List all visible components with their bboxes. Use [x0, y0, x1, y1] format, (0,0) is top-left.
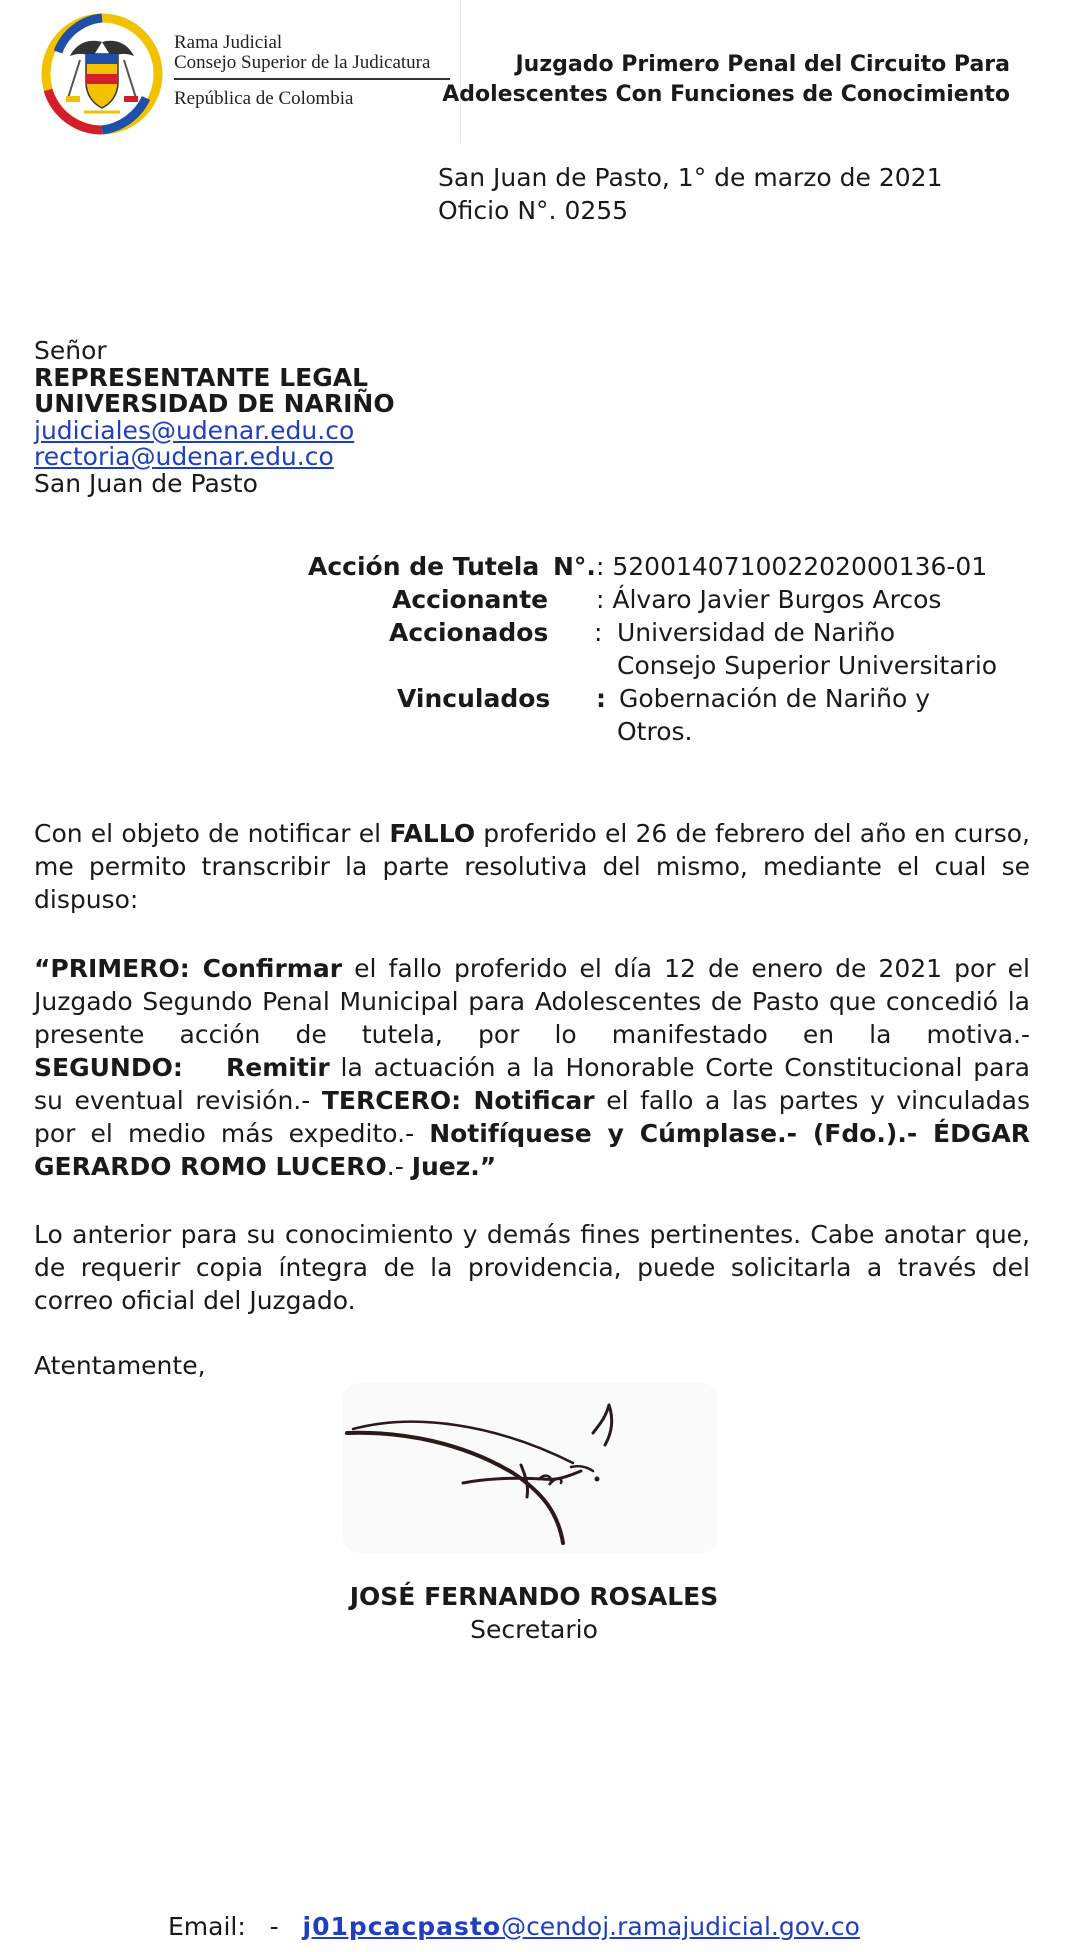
vinculados-colon: : [596, 684, 606, 713]
header-logo-block [32, 0, 461, 142]
p2-text-g: el fallo a las partes y vinculadas por el medio más expedito.- [34, 1086, 1031, 1148]
addressee-entity: UNIVERSIDAD DE NARIÑO [34, 389, 395, 418]
p2-notifiquese: Notifíquese y Cúmplase.- (Fdo.).- ÉDGAR GERARDO ROMO LUCERO [34, 1119, 1030, 1181]
footer-email-link[interactable] [303, 1912, 860, 1941]
p2-text-i: .- [386, 1152, 412, 1181]
signer-role: Secretario [470, 1615, 598, 1644]
footer-email [168, 1912, 860, 1941]
vinculados-value-1: Gobernación de Nariño y [619, 684, 931, 713]
p2-juez: Juez.” [411, 1152, 497, 1181]
accionados-value-2: Consejo Superior Universitario [617, 651, 998, 680]
case-details [0, 552, 1068, 752]
p1-text-c: proferido el 26 de febrero del año en curso, me permito transcribir la parte resolutiva del mismo, mediante el cual se dispuso: [34, 819, 1031, 914]
p2-tercero: TERCERO: Notificar [321, 1086, 595, 1115]
org-divider [174, 78, 450, 80]
p2-remitir: Remitir [226, 1053, 330, 1082]
place-and-date: San Juan de Pasto, 1° de marzo de 2021 [438, 163, 943, 192]
accionante-value: : Álvaro Javier Burgos Arcos [596, 585, 942, 614]
closing-paragraph: Lo anterior para su conocimiento y demás fines pertinentes. Cabe anotar que, de requerir copia íntegra de la providencia, puede solicitarla a través del correo oficial del Juzgado. [34, 1220, 1030, 1315]
email-link-judiciales[interactable]: judiciales@udenar.edu.co [34, 415, 355, 445]
email-link-rectoria[interactable]: rectoria@udenar.edu.co [34, 442, 334, 471]
footer-email-label: Email: [168, 1912, 246, 1941]
coat-of-arms-seal-icon [40, 12, 164, 136]
addressee-title: REPRESENTANTE LEGAL [34, 362, 369, 392]
footer-email-domain: @cendoj.ramajudicial.gov.co [501, 1912, 860, 1941]
p2-text-e: la actuación a la Honorable Corte Constitucional para su eventual revisión.- [34, 1053, 1030, 1115]
p2-text-b: el fallo proferido el día 12 de enero de 2021 por el Juzgado Segundo Penal Municipal para Adolescentes de Pasto que concedió la presente acción de tutela, por lo manifestado en la motiva.- [34, 954, 1030, 1049]
court-name-line-2: Adolescentes Con Funciones de Conocimiento [442, 82, 1010, 107]
case-number-value: : 52001407100220200013​6-01 [596, 552, 988, 581]
handwritten-signature-icon [343, 1383, 718, 1553]
case-number-label: N°. [553, 552, 596, 581]
p1-text-a: Con el objeto de notificar el [34, 819, 390, 848]
court-name-heading [430, 50, 1010, 110]
p1-fallo: FALLO [389, 819, 476, 848]
vinculados-label: Vinculados [397, 684, 551, 713]
oficio-number: Oficio N°. 0255 [438, 196, 629, 225]
notification-paragraph [34, 817, 1030, 916]
footer-dash: - [269, 1912, 279, 1941]
resolution-paragraph [34, 952, 1030, 1183]
org-name-republica: República de Colombia [174, 88, 354, 109]
addressee-block [34, 338, 395, 497]
closing-salutation: Atentamente, [34, 1351, 206, 1380]
salutation: Señor [34, 336, 107, 365]
accionados-value-1: Universidad de Nariño [617, 618, 896, 647]
court-name-line-1: Juzgado Primero Penal del Circuito Para [515, 52, 1010, 77]
signer-name: JOSÉ FERNANDO ROSALES [349, 1582, 719, 1611]
p2-segundo: SEGUNDO: [34, 1053, 183, 1082]
addressee-city: San Juan de Pasto [34, 468, 258, 498]
accionante-label: Accionante [392, 585, 549, 614]
accion-label: Acción de Tutela [308, 552, 540, 581]
org-name-consejo-superior: Consejo Superior de la Judicatura [174, 52, 431, 73]
p2-primero: “PRIMERO: Confirmar [34, 954, 343, 983]
org-name-rama-judicial: Rama Judicial [174, 32, 283, 53]
accionados-colon: : [594, 618, 603, 647]
vinculados-value-2: Otros. [617, 717, 693, 746]
footer-email-user: j01pcacpasto [302, 1912, 502, 1941]
accionados-label: Accionados [389, 618, 549, 647]
